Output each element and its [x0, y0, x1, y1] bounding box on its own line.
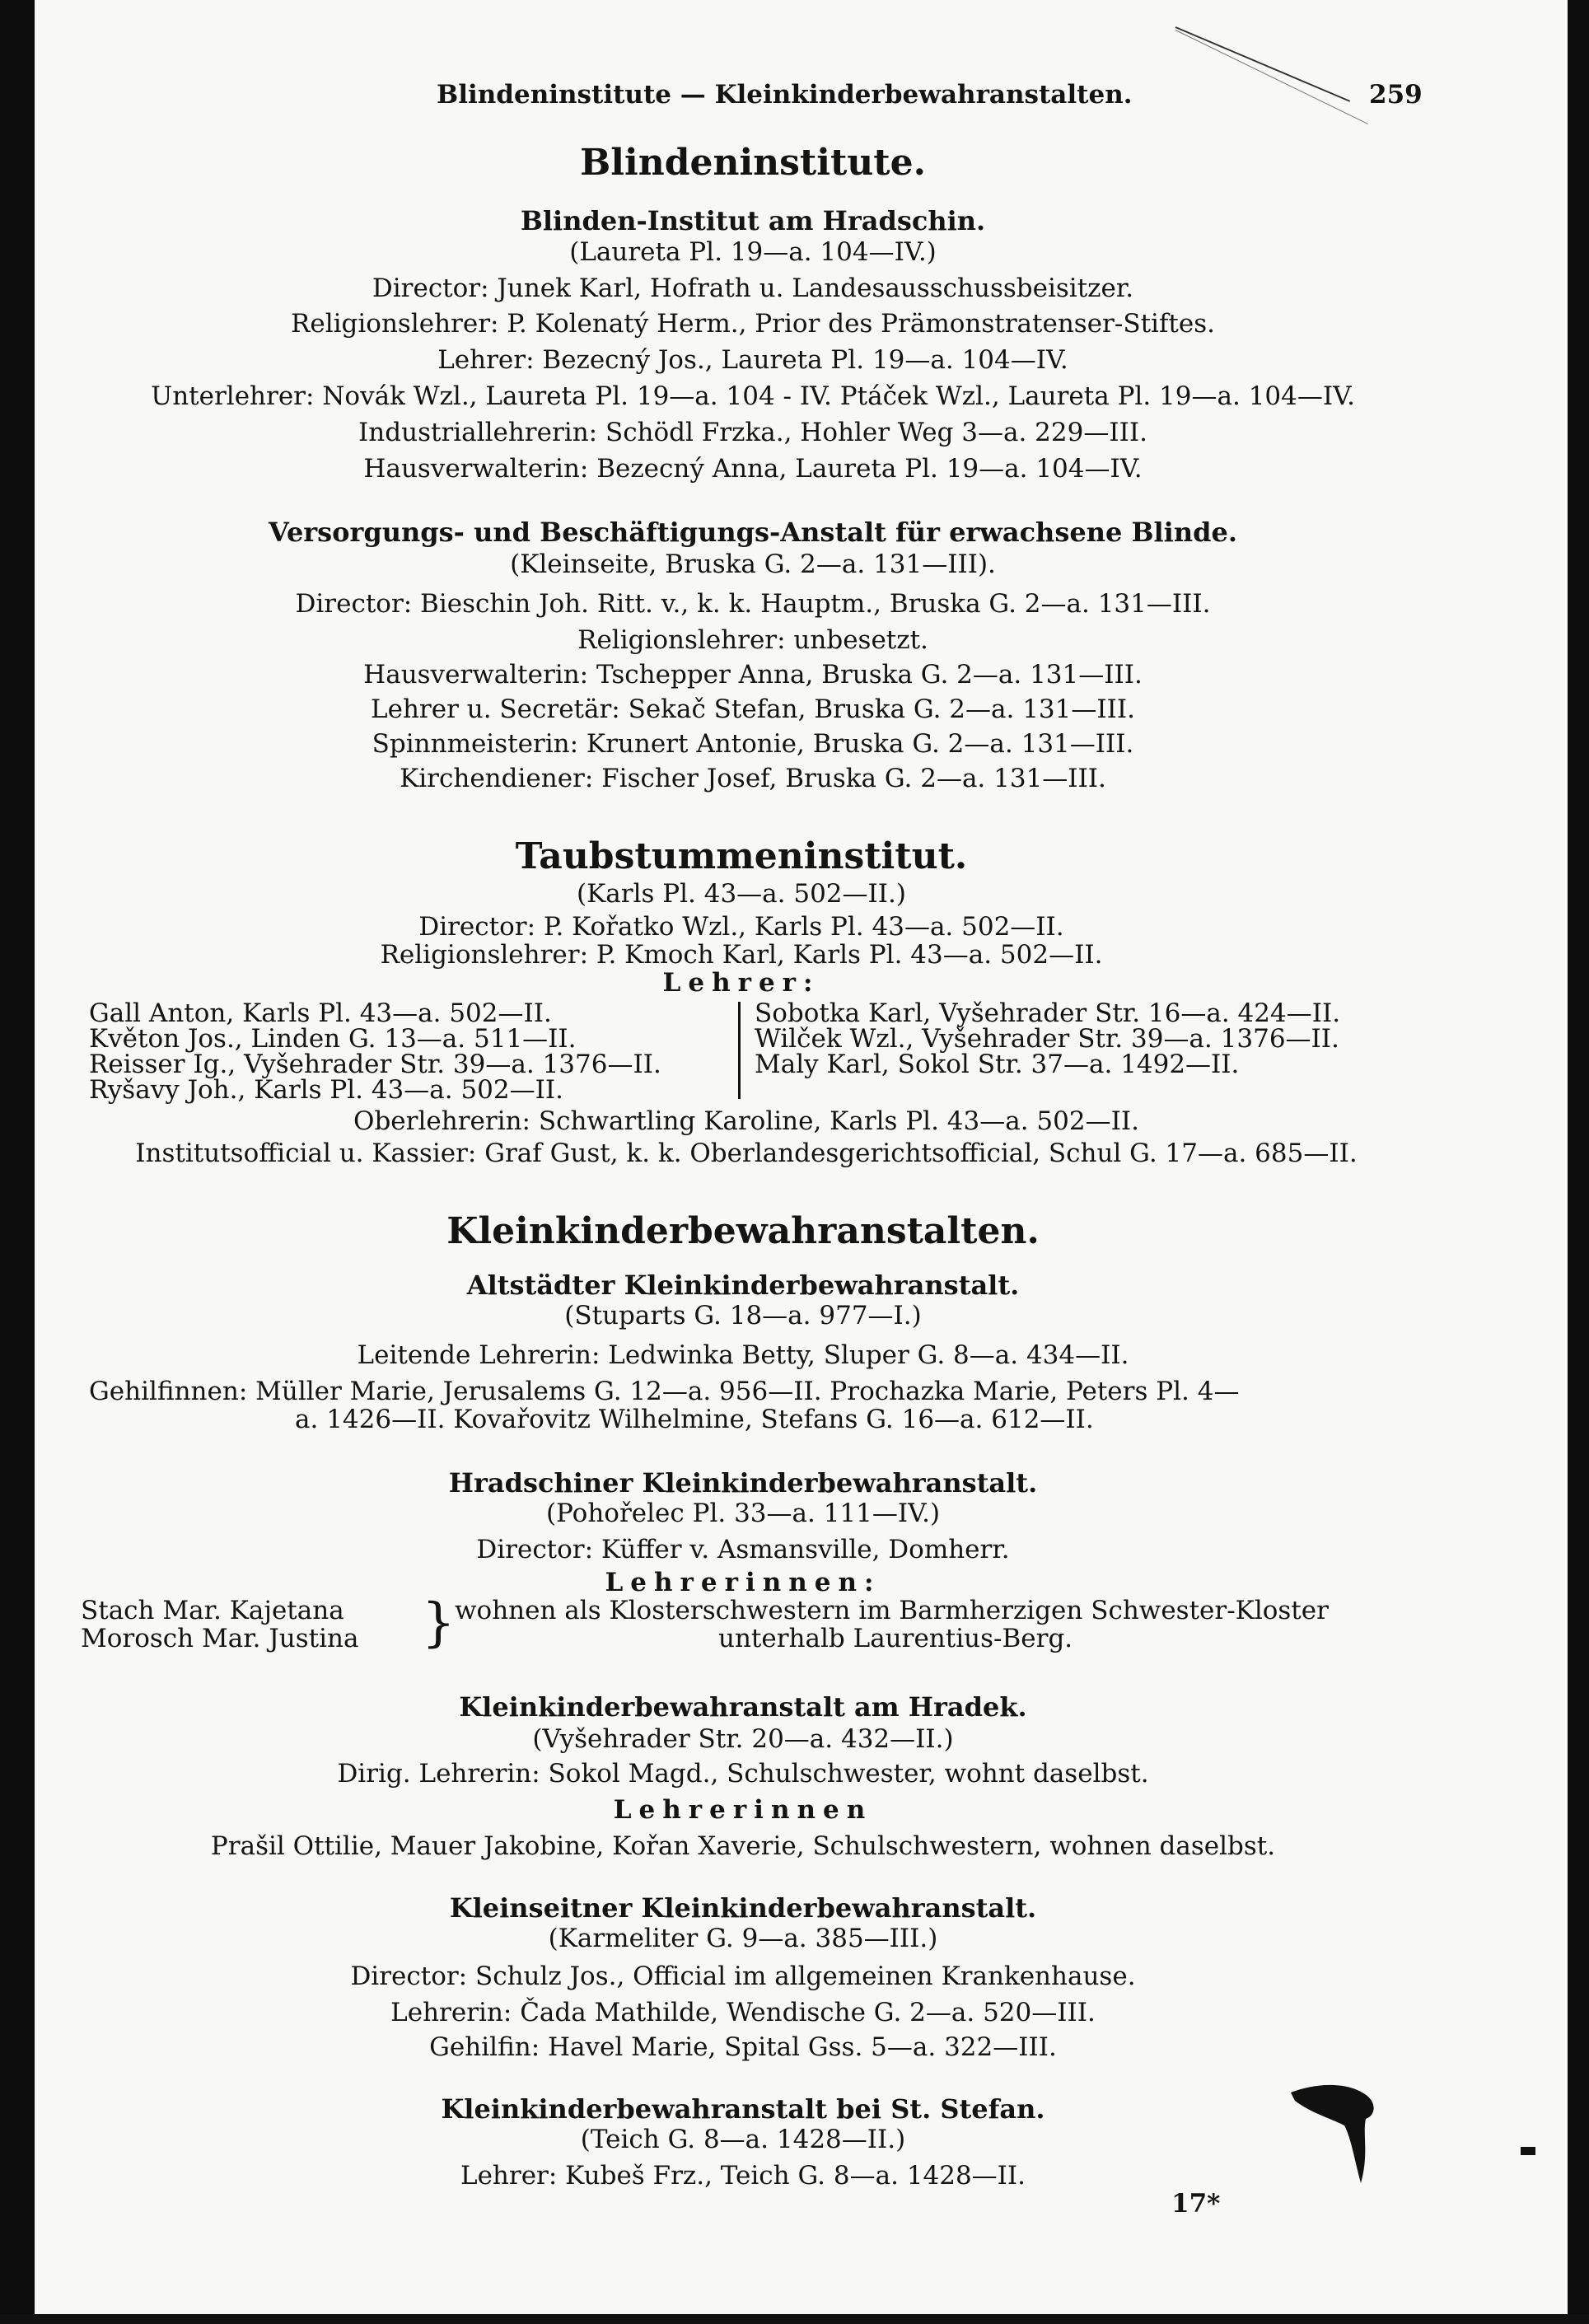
fold-line [1175, 30, 1368, 124]
lehrerinnen-label: Lehrerinnen [613, 1795, 873, 1825]
page-number: 259 [1369, 80, 1423, 110]
institution-name: Kleinseitner Kleinkinderbewahranstalt. [449, 1892, 1037, 1924]
fold-line [1175, 26, 1350, 102]
entry-line: Religionslehrer: unbesetzt. [577, 625, 928, 655]
entry-line: Kirchendiener: Fischer Josef, Bruska G. 2—a. 131—III. [400, 764, 1106, 793]
entry-line: unterhalb Laurentius-Berg. [718, 1624, 1073, 1653]
institution-name: Blinden-Institut am Hradschin. [520, 205, 986, 236]
entry-line: Lehrer: Kubeš Frz., Teich G. 8—a. 1428—II. [460, 2161, 1026, 2191]
section-title: Taubstummeninstitut. [515, 835, 968, 877]
running-title: Blindeninstitute — Kleinkinderbewahranstalten. [437, 80, 1133, 110]
institution-name: Versorgungs- und Beschäftigungs-Anstalt für erwachsene Blinde. [269, 517, 1237, 548]
entry-line: Lehrer u. Secretär: Sekač Stefan, Bruska G. 2—a. 131—III. [371, 694, 1135, 724]
entry-line: Lehrer: Bezecný Jos., Laureta Pl. 19—a. 104—IV. [437, 345, 1068, 375]
scan-edge-left [0, 0, 35, 2324]
institution-name: Altstädter Kleinkinderbewahranstalt. [466, 1270, 1020, 1301]
entry-line: wohnen als Klosterschwestern im Barmherzigen Schwester-Kloster [455, 1596, 1329, 1625]
entry-line: Institutsofficial u. Kassier: Graf Gust, k. k. Oberlandesgerichtsofficial, Schul G. 17—a. 685—II. [135, 1139, 1358, 1168]
entry-line: Industriallehrerin: Schödl Frzka., Hohler Weg 3—a. 229—III. [358, 418, 1147, 447]
teacher-entry: Morosch Mar. Justina [81, 1624, 359, 1653]
teacher-entry: Stach Mar. Kajetana [81, 1596, 344, 1625]
section-title: Kleinkinderbewahranstalten. [446, 1210, 1040, 1252]
brace-mark: } [422, 1592, 456, 1653]
ink-blot [1287, 2076, 1394, 2191]
teacher-entry: Gall Anton, Karls Pl. 43—a. 502—II. [89, 998, 552, 1028]
entry-line: Gehilfinnen: Müller Marie, Jerusalems G. 12—a. 956—II. Prochazka Marie, Peters Pl. 4— [89, 1377, 1240, 1406]
address-line: (Karmeliter G. 9—a. 385—III.) [548, 1924, 938, 1953]
entry-line-continued: a. 1426—II. Kovařovitz Wilhelmine, Stefans G. 16—a. 612—II. [295, 1405, 1094, 1434]
institution-name: Kleinkinderbewahranstalt bei St. Stefan. [441, 2093, 1045, 2125]
teacher-entry: Ryšavy Joh., Karls Pl. 43—a. 502—II. [89, 1075, 563, 1105]
column-divider [738, 1002, 741, 1099]
entry-line: Hausverwalterin: Bezecný Anna, Laureta Pl. 19—a. 104—IV. [363, 454, 1143, 484]
entry-line: Director: Küffer v. Asmansville, Domherr. [476, 1535, 1010, 1564]
entry-line: Oberlehrerin: Schwartling Karoline, Karls Pl. 43—a. 502—II. [353, 1106, 1139, 1136]
entry-line: Spinnmeisterin: Krunert Antonie, Bruska G. 2—a. 131—III. [372, 729, 1134, 759]
address-line: (Kleinseite, Bruska G. 2—a. 131—III). [510, 549, 996, 579]
entry-line: Director: Junek Karl, Hofrath u. Landesausschussbeisitzer. [372, 274, 1134, 303]
lehrerinnen-label: Lehrerinnen: [605, 1568, 881, 1597]
entry-line: Unterlehrer: Novák Wzl., Laureta Pl. 19—a. 104 - IV. Ptáček Wzl., Laureta Pl. 19—a. 104—IV. [151, 381, 1355, 411]
institution-name: Hradschiner Kleinkinderbewahranstalt. [448, 1467, 1038, 1499]
entry-line: Lehrerin: Čada Mathilde, Wendische G. 2—a. 520—III. [390, 1998, 1096, 2027]
institution-name: Kleinkinderbewahranstalt am Hradek. [459, 1691, 1027, 1723]
teacher-entry: Květon Jos., Linden G. 13—a. 511—II. [89, 1024, 577, 1054]
teacher-entry: Maly Karl, Sokol Str. 37—a. 1492—II. [755, 1050, 1240, 1079]
lehrer-label: Lehrer: [662, 968, 820, 998]
signature-mark: 17* [1171, 2189, 1221, 2219]
entry-line: Leitende Lehrerin: Ledwinka Betty, Sluper G. 8—a. 434—II. [357, 1340, 1129, 1370]
teacher-entry: Reisser Ig., Vyšehrader Str. 39—a. 1376—II. [89, 1050, 661, 1079]
entry-line: Director: Schulz Jos., Official im allgemeinen Krankenhause. [350, 1962, 1136, 1991]
scan-edge-right [1568, 0, 1589, 2324]
ink-dash [1521, 2147, 1535, 2155]
address-line: (Laureta Pl. 19—a. 104—IV.) [569, 237, 937, 267]
address-line: (Teich G. 8—a. 1428—II.) [580, 2125, 906, 2154]
address-line: (Stuparts G. 18—a. 977—I.) [564, 1301, 922, 1330]
entry-line: Hausverwalterin: Tschepper Anna, Bruska G. 2—a. 131—III. [363, 660, 1143, 690]
entry-line: Prašil Ottilie, Mauer Jakobine, Kořan Xaverie, Schulschwestern, wohnen daselbst. [210, 1831, 1276, 1861]
address-line: (Vyšehrader Str. 20—a. 432—II.) [532, 1724, 954, 1754]
entry-line: Gehilfin: Havel Marie, Spital Gss. 5—a. 322—III. [429, 2032, 1057, 2062]
scan-edge-bottom [0, 2314, 1589, 2324]
entry-line: Director: Bieschin Joh. Ritt. v., k. k. Hauptm., Bruska G. 2—a. 131—III. [295, 589, 1211, 619]
entry-line: Religionslehrer: P. Kmoch Karl, Karls Pl. 43—a. 502—II. [380, 940, 1103, 970]
entry-line: Religionslehrer: P. Kolenatý Herm., Prior des Prämonstratenser-Stiftes. [291, 309, 1215, 339]
teacher-entry: Wilček Wzl., Vyšehrader Str. 39—a. 1376—II. [755, 1024, 1339, 1054]
entry-line: Director: P. Kořatko Wzl., Karls Pl. 43—a. 502—II. [418, 912, 1064, 942]
section-title: Blindeninstitute. [580, 142, 926, 184]
address-line: (Karls Pl. 43—a. 502—II.) [577, 879, 906, 909]
entry-line: Dirig. Lehrerin: Sokol Magd., Schulschwester, wohnt daselbst. [337, 1759, 1149, 1789]
teacher-entry: Sobotka Karl, Vyšehrader Str. 16—a. 424—II. [755, 998, 1341, 1028]
document-page [35, 0, 1568, 2314]
address-line: (Pohořelec Pl. 33—a. 111—IV.) [545, 1499, 941, 1528]
